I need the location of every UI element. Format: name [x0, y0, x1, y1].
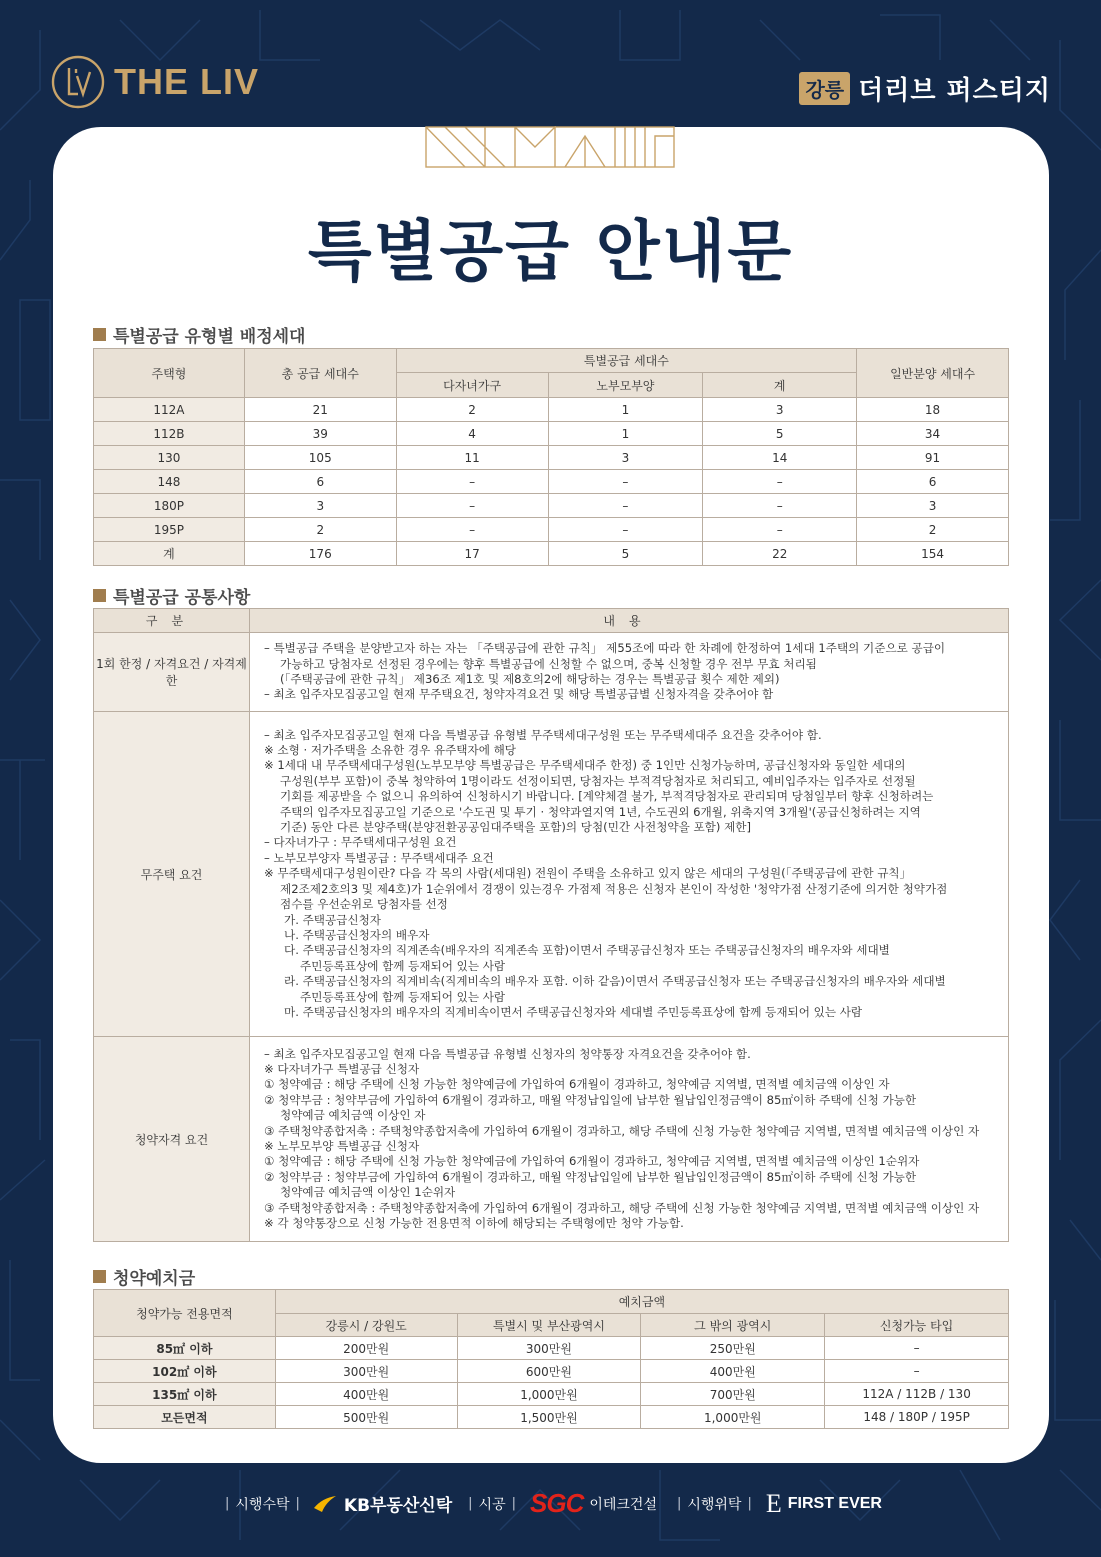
cell-multi-child: 2: [396, 398, 548, 422]
cell-total: 176: [244, 542, 396, 566]
header-gangneung: 강릉시 / 강원도: [275, 1314, 457, 1337]
cell-area: 135㎡ 이하: [94, 1383, 276, 1406]
label-subscription: 청약자격 요건: [94, 1037, 250, 1242]
cell-sum: 3: [703, 398, 857, 422]
header-special: 특별공급 세대수: [396, 349, 856, 373]
cell-multi-child: –: [396, 470, 548, 494]
cell-general: 91: [857, 446, 1009, 470]
cell-gangneung: 200만원: [275, 1337, 457, 1360]
header-category: 구분: [94, 609, 250, 633]
header-content: 내용: [250, 609, 1009, 633]
square-bullet-icon: [93, 328, 106, 341]
header-amount: 예치금액: [275, 1290, 1008, 1314]
cell-general: 2: [857, 518, 1009, 542]
cell-area: 모든면적: [94, 1406, 276, 1429]
cell-type: 130: [94, 446, 245, 470]
cell-type: 195P: [94, 518, 245, 542]
table-row: [94, 1406, 1009, 1429]
trustee-label: 시행수탁: [235, 1496, 290, 1513]
cell-elderly: 3: [548, 446, 703, 470]
cell-type: 계: [94, 542, 245, 566]
cell-sum: –: [703, 494, 857, 518]
table-row: [94, 494, 1009, 518]
allocation-table: [93, 348, 1009, 566]
cell-types: –: [825, 1360, 1009, 1383]
table-row: [94, 422, 1009, 446]
developer-label: 시행위탁: [687, 1496, 742, 1513]
table-row: [94, 1360, 1009, 1383]
cell-general: 154: [857, 542, 1009, 566]
header-area: 청약가능 전용면적: [94, 1290, 276, 1337]
table-row: [94, 470, 1009, 494]
site-title: [799, 70, 1051, 107]
header-types: 신청가능 타입: [825, 1314, 1009, 1337]
cell-metro: 600만원: [457, 1360, 641, 1383]
cell-types: 148 / 180P / 195P: [825, 1406, 1009, 1429]
cell-total: 21: [244, 398, 396, 422]
content-subscription: – 최초 입주자모집공고일 현재 다음 특별공급 유형별 신청자의 청약통장 자격요건을 갖추어야 함. ※ 다자녀가구 특별공급 신청자 ① 청약예금 : 해당 주택에 신청 가능한 청약예금에 가입하여 6개월이 경과하고, 청약예금 지역별, 면적별 예치금액 이상인 자 ② 청약부금 : 청약부금에 가입하여 6개월이 경과하고, 매월 약정납입일에 납부한 월납입인정금액이 85㎡이하 주택에 신청 가능한 청약예금 예치금액 이상인 자 ③ 주택청약종합저축 : 주택청약종합저축에 가입하여 6개월이 경과하고, 해당 주택에 신청 가능한 청약예금 지역별, 면적별 예치금액 이상인 자 ※ 노부모부양 특별공급 신청자 ① 청약예금 : 해당 주택에 신청 가능한 청약예금에 가입하여 6개월이 경과하고, 청약예금 지역별, 면적별 예치금액 이상인 1순위자 ② 청약부금 : 청약부금에 가입하여 6개월이 경과하고, 매월 약정납입일에 납부한 월납입인정금액이 85㎡이하 주택에 신청 가능한 청약예금 예치금액 이상인 1순위자 ③ 주택청약종합저축 : 주택청약종합저축에 가입하여 6개월이 경과하고, 해당 주택에 신청 가능한 청약예금 지역별, 면적별 예치금액 이상인 자 ※ 각 청약통장으로 신청 가능한 전용면적 이하에 해당되는 주택형에만 청약 가능함.: [250, 1037, 1009, 1242]
table-row: [94, 446, 1009, 470]
cell-gangneung: 400만원: [275, 1383, 457, 1406]
cell-type: 112A: [94, 398, 245, 422]
common-table: [93, 608, 1009, 1242]
kb-star-icon: [312, 1494, 338, 1514]
first-ever-e-icon: E: [765, 1488, 782, 1518]
cell-gangneung: 300만원: [275, 1360, 457, 1383]
cell-sum: –: [703, 470, 857, 494]
site-name: 더리브 퍼스티지: [858, 76, 1051, 106]
cell-sum: –: [703, 518, 857, 542]
cell-sum: 5: [703, 422, 857, 446]
header-metro: 특별시 및 부산광역시: [457, 1314, 641, 1337]
cell-general: 3: [857, 494, 1009, 518]
builder-name: 이테크건설: [589, 1496, 657, 1513]
cell-other: 1,000만원: [641, 1406, 825, 1429]
builder-label: 시공: [478, 1496, 506, 1513]
cell-type: 148: [94, 470, 245, 494]
header-multi-child: 다자녀가구: [396, 373, 548, 398]
cell-sum: 22: [703, 542, 857, 566]
cell-total: 2: [244, 518, 396, 542]
cell-area: 102㎡ 이하: [94, 1360, 276, 1383]
decorative-lineart: [425, 126, 675, 168]
cell-gangneung: 500만원: [275, 1406, 457, 1429]
header-type: 주택형: [94, 349, 245, 398]
header-total: 총 공급 세대수: [244, 349, 396, 398]
cell-metro: 1,500만원: [457, 1406, 641, 1429]
section-heading-deposit: 청약예치금: [93, 1264, 195, 1289]
cell-type: 180P: [94, 494, 245, 518]
table-row: [94, 518, 1009, 542]
cell-elderly: 1: [548, 422, 703, 446]
cell-elderly: –: [548, 518, 703, 542]
site-region-badge: 강릉: [799, 72, 850, 105]
brand-logo: [50, 54, 259, 110]
cell-multi-child: –: [396, 518, 548, 542]
header-other: 그 밖의 광역시: [641, 1314, 825, 1337]
cell-general: 6: [857, 470, 1009, 494]
cell-types: 112A / 112B / 130: [825, 1383, 1009, 1406]
label-homeless: 무주택 요건: [94, 712, 250, 1037]
cell-multi-child: –: [396, 494, 548, 518]
table-row: [94, 542, 1009, 566]
cell-multi-child: 4: [396, 422, 548, 446]
cell-total: 6: [244, 470, 396, 494]
cell-other: 250만원: [641, 1337, 825, 1360]
cell-metro: 300만원: [457, 1337, 641, 1360]
cell-total: 3: [244, 494, 396, 518]
developer-name: FIRST EVER: [787, 1494, 882, 1512]
cell-sum: 14: [703, 446, 857, 470]
cell-types: –: [825, 1337, 1009, 1360]
cell-total: 105: [244, 446, 396, 470]
cell-elderly: 5: [548, 542, 703, 566]
footer: | 시행수탁 | KB부동산신탁 | 시공 | SGC 이테크건설 | 시행위탁 | E FIRST EVER: [225, 1488, 882, 1518]
cell-other: 400만원: [641, 1360, 825, 1383]
cell-elderly: 1: [548, 398, 703, 422]
section-heading-common: 특별공급 공통사항: [93, 583, 250, 608]
table-row: [94, 1383, 1009, 1406]
cell-multi-child: 11: [396, 446, 548, 470]
cell-general: 34: [857, 422, 1009, 446]
deposit-table: [93, 1289, 1009, 1429]
square-bullet-icon: [93, 1270, 106, 1283]
header-general: 일반분양 세대수: [857, 349, 1009, 398]
cell-type: 112B: [94, 422, 245, 446]
builder-logo: SGC: [530, 1488, 584, 1518]
section-heading-allocation: 특별공급 유형별 배정세대: [93, 322, 305, 347]
header-sum: 계: [703, 373, 857, 398]
cell-elderly: –: [548, 470, 703, 494]
cell-multi-child: 17: [396, 542, 548, 566]
cell-total: 39: [244, 422, 396, 446]
cell-area: 85㎡ 이하: [94, 1337, 276, 1360]
cell-elderly: –: [548, 494, 703, 518]
content-qualification: – 특별공급 주택을 분양받고자 하는 자는 「주택공급에 관한 규칙」 제55조에 따라 한 차례에 한정하여 1세대 1주택의 기준으로 공급이 가능하고 당첨자로 선정된 경우에는 향후 특별공급에 신청할 수 없으며, 중복 신청할 경우 전부 무효 처리됨 (「주택공급에 관한 규칙」 제36조 제1호 및 제8호의2에 해당하는 경우는 특별공급 횟수 제한 제외) – 최초 입주자모집공고일 현재 무주택요건, 청약자격요건 및 해당 특별공급별 신청자격을 갖추어야 함: [250, 633, 1009, 712]
page-title: 특별공급 안내문: [307, 213, 794, 290]
table-row: [94, 1337, 1009, 1360]
trustee-name: KB부동산신탁: [343, 1496, 453, 1516]
table-row: [94, 398, 1009, 422]
square-bullet-icon: [93, 589, 106, 602]
brand-wordmark: THE LIV: [114, 61, 260, 102]
cell-general: 18: [857, 398, 1009, 422]
label-qualification: 1회 한정 / 자격요건 / 자격제한: [94, 633, 250, 712]
header-elderly: 노부모부양: [548, 373, 703, 398]
content-homeless: – 최초 입주자모집공고일 현재 다음 특별공급 유형별 무주택세대구성원 또는 무주택세대주 요건을 갖추어야 함. ※ 소형 · 저가주택을 소유한 경우 유주택자에 해당 ※ 1세대 내 무주택세대구성원(노부모부양 특별공급은 무주택세대주 한정) 중 1인만 신청가능하며, 공급신청자와 동일한 세대의 구성원(부부 포함)이 중복 청약하여 1명이라도 선정이되면, 당첨자는 부적격당첨자로 처리되고, 예비입주자는 입주자로 선정될 기회를 제공받을 수 없으니 유의하여 신청하시기 바랍니다. [계약체결 불가, 부적격당첨자로 관리되며 당첨일부터 향후 신청하려는 주택의 입주자모집공고일 기준으로 '수도권 및 투기 · 청약과열지역 1년, 수도권외 6개월, 위축지역 3개월'(공급신청하려는 지역 기준) 동안 다른 분양주택(분양전환공공임대주택을 포함)의 당첨(민간 사전청약을 포함) 제한] – 다자녀가구 : 무주택세대구성원 요건 – 노부모부양자 특별공급 : 무주택세대주 요건 ※ 무주택세대구성원이란? 다음 각 목의 사람(세대원) 전원이 주택을 소유하고 있지 않은 세대의 구성원(「주택공급에 관한 규칙」 제2조제2호의3 및 제4호)가 1순위에서 경쟁이 있는경우 가점제 적용은 신청자 본인이 작성한 '청약가점 산정기준에 의거한 청약가점 점수를 우선순위로 당첨자를 선정 가. 주택공급신청자 나. 주택공급신청자의 배우자 다. 주택공급신청자의 직계존속(배우자의 직계존속 포함)이면서 주택공급신청자 또는 주택공급신청자의 배우자와 세대별 주민등록표상에 함께 등재되어 있는 사람 라. 주택공급신청자의 직계비속(직계비속의 배우자 포함. 이하 같음)이면서 주택공급신청자 또는 주택공급신청자의 배우자와 세대별 주민등록표상에 함께 등재되어 있는 사람 마. 주택공급신청자의 배우자의 직계비속이면서 주택공급신청자와 세대별 주민등록표상에 함께 등재되어 있는 사람: [250, 712, 1009, 1037]
liv-monogram-icon: [50, 54, 106, 110]
cell-metro: 1,000만원: [457, 1383, 641, 1406]
cell-other: 700만원: [641, 1383, 825, 1406]
